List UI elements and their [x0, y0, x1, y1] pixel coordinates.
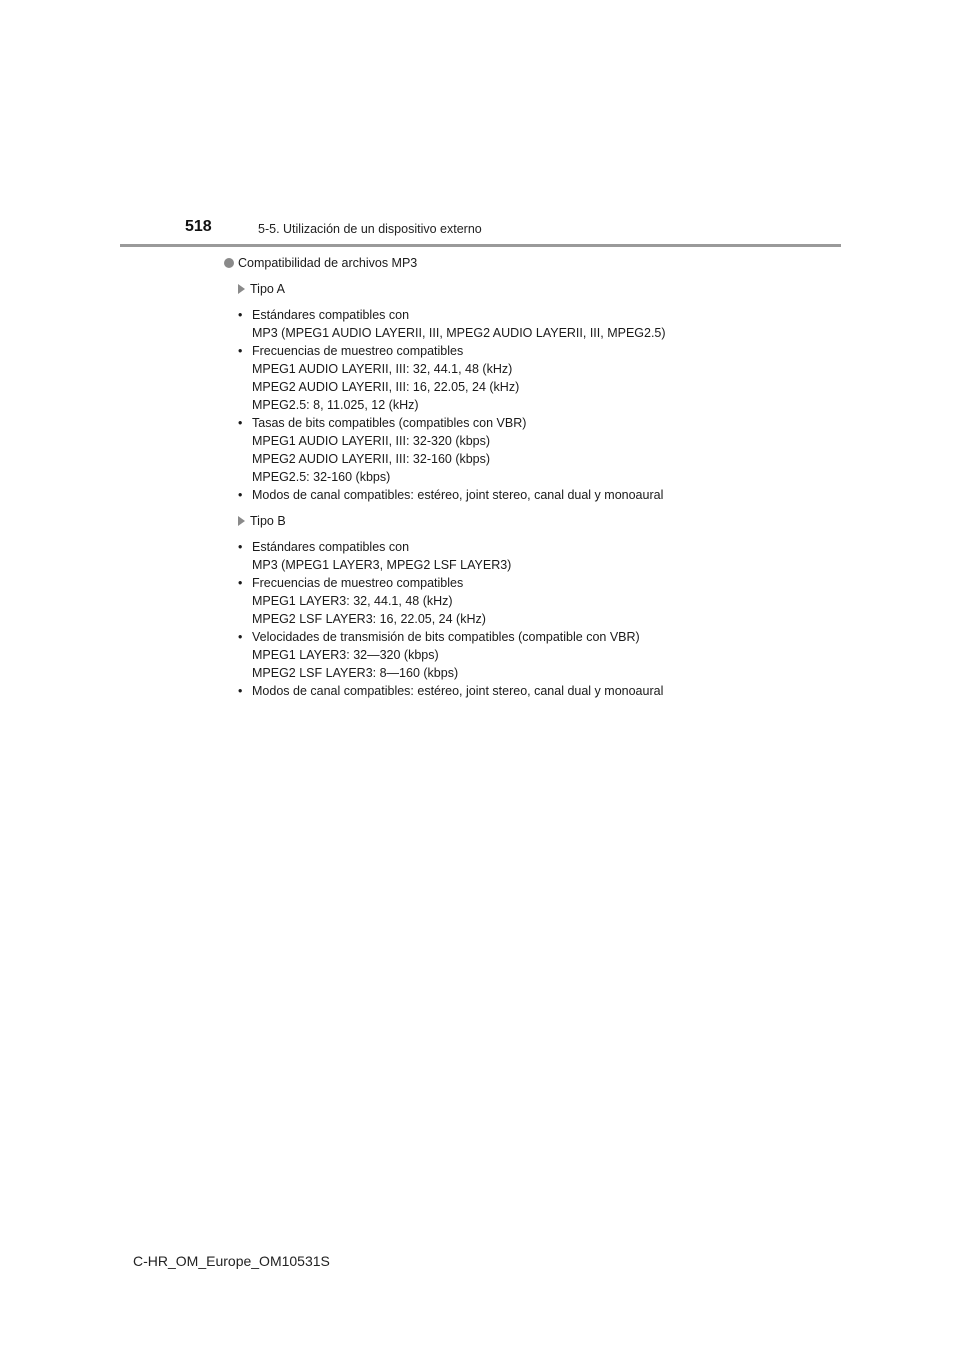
item-title: Estándares compatibles con: [252, 308, 410, 322]
bullet-dot: •: [238, 540, 243, 554]
item-line: MP3 (MPEG1 AUDIO LAYERII, III, MPEG2 AUDIO LAYERII, III, MPEG2.5): [252, 326, 666, 340]
item-line: MP3 (MPEG1 LAYER3, MPEG2 LSF LAYER3): [252, 558, 512, 572]
item-title: Tasas de bits compatibles (compatibles con VBR): [252, 416, 527, 430]
item-line: MPEG1 LAYER3: 32—320 (kbps): [252, 648, 439, 662]
circle-bullet-icon: [224, 258, 234, 268]
item-title: Modos de canal compatibles: estéreo, joint stereo, canal dual y monoaural: [252, 488, 664, 502]
bullet-dot: •: [238, 416, 243, 430]
triangle-right-icon: [238, 516, 245, 526]
bullet-dot: •: [238, 308, 243, 322]
list-item: [238, 414, 824, 486]
bullet-dot: •: [238, 344, 243, 358]
item-title: Frecuencias de muestreo compatibles: [252, 344, 464, 358]
bullet-dot: •: [238, 684, 243, 698]
item-line: MPEG2 AUDIO LAYERII, III: 32-160 (kbps): [252, 452, 491, 466]
list-item: [238, 342, 824, 414]
list-item: [238, 486, 824, 504]
list-item: [238, 538, 824, 574]
list-item: [238, 682, 824, 700]
page-number: 518: [185, 218, 212, 235]
list-item: [238, 306, 824, 342]
item-line: MPEG2.5: 8, 11.025, 12 (kHz): [252, 398, 419, 412]
triangle-right-icon: [238, 284, 245, 294]
item-title: Estándares compatibles con: [252, 540, 410, 554]
item-line: MPEG2.5: 32-160 (kbps): [252, 470, 391, 484]
footer-doc-id: C-HR_OM_Europe_OM10531S: [133, 1253, 330, 1269]
item-title: Velocidades de transmisión de bits compatibles (compatible con VBR): [252, 630, 640, 644]
type-a-label: [238, 280, 824, 298]
type-a-list: [224, 306, 824, 504]
bullet-dot: •: [238, 576, 243, 590]
type-b-text: Tipo B: [250, 514, 286, 528]
item-line: MPEG1 LAYER3: 32, 44.1, 48 (kHz): [252, 594, 453, 608]
item-line: MPEG2 AUDIO LAYERII, III: 16, 22.05, 24 (kHz): [252, 380, 520, 394]
heading-text: Compatibilidad de archivos MP3: [238, 256, 418, 270]
item-title: Frecuencias de muestreo compatibles: [252, 576, 464, 590]
main-content: [224, 254, 824, 700]
item-line: MPEG2 LSF LAYER3: 16, 22.05, 24 (kHz): [252, 612, 486, 626]
bullet-dot: •: [238, 630, 243, 644]
item-title: Modos de canal compatibles: estéreo, joint stereo, canal dual y monoaural: [252, 684, 664, 698]
list-item: [238, 574, 824, 628]
item-line: MPEG2 LSF LAYER3: 8—160 (kbps): [252, 666, 459, 680]
type-b-list: [224, 538, 824, 700]
section-heading: [224, 254, 824, 272]
item-line: MPEG1 AUDIO LAYERII, III: 32, 44.1, 48 (kHz): [252, 362, 513, 376]
section-title: 5-5. Utilización de un dispositivo externo: [258, 222, 482, 236]
bullet-dot: •: [238, 488, 243, 502]
header-divider: [120, 244, 841, 247]
list-item: [238, 628, 824, 682]
type-b-label: [238, 512, 824, 530]
item-line: MPEG1 AUDIO LAYERII, III: 32-320 (kbps): [252, 434, 491, 448]
type-a-text: Tipo A: [250, 282, 285, 296]
